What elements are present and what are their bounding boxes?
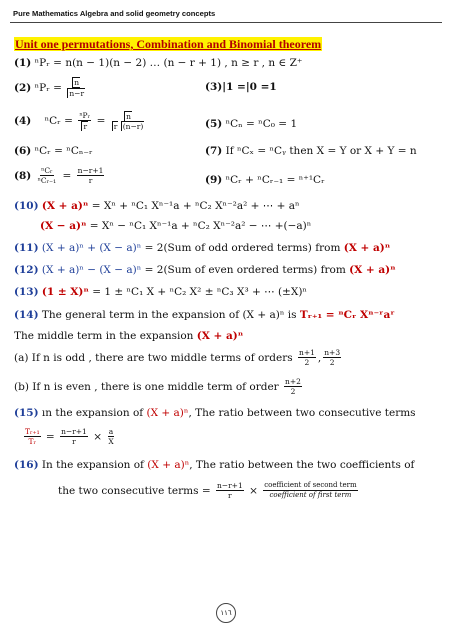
page-number: ١١٦ — [216, 603, 236, 623]
rule-5 — [205, 117, 297, 131]
rule-1 — [14, 56, 302, 70]
rule-8 — [14, 166, 106, 185]
rule-a-den-1: 2 — [304, 358, 310, 367]
rule-6-text: ⁿCᵣ = ⁿCₙ₋ᵣ — [34, 145, 93, 157]
rule-11-rhs: (X + a)ⁿ — [343, 242, 391, 254]
rule-a: (a) If n is odd , there are two middle terms of orders $\frac{n+1}{2}$ , $\frac{n+3}{2}$ — [14, 348, 341, 367]
rule-15-id: (15) — [14, 407, 39, 419]
rule-12-rhs: (X + a)ⁿ — [349, 264, 396, 276]
rule-12-mid: = 2(Sum of even ordered terms) from — [144, 264, 346, 276]
rule-a-text: If n is odd , there are two middle terms of orders — [31, 351, 293, 364]
rule-14-term: Tᵣ₊₁ = ⁿCᵣ Xⁿ⁻ʳaʳ — [299, 309, 395, 321]
rule-11-lhs: (X + a)ⁿ + (X − a)ⁿ — [41, 242, 142, 254]
rule-7-text: If ⁿCₓ = ⁿCᵧ then X = Y or X + Y = n — [225, 145, 417, 157]
rule-16-num-2: coefficient of second term — [264, 481, 357, 489]
rule-13-rhs: = 1 ± ⁿC₁ X + ⁿC₂ X² ± ⁿC₃ X³ + ⋯ (±X)ⁿ — [92, 286, 307, 298]
rule-14 — [14, 308, 395, 322]
rule-6-id: (6) — [14, 145, 32, 157]
rule-10 — [14, 199, 300, 213]
rule-15-tail: , The ratio between two consecutive terms — [188, 407, 416, 419]
rule-7-id: (7) — [205, 145, 223, 157]
rule-16-eq: = — [201, 484, 211, 497]
middle-term-line — [14, 329, 243, 343]
rule-4-eq: = — [96, 115, 106, 127]
unit-title-line — [14, 37, 322, 52]
rule-16-text: In the expansion of — [41, 459, 144, 471]
rule-16-den-2: coefficient of first term — [269, 491, 352, 499]
rule-8-id: (8) — [14, 169, 32, 182]
rule-b — [14, 377, 304, 396]
rule-13-lhs: (1 ± X)ⁿ — [41, 286, 89, 298]
middle-term-text: The middle term in the expansion — [14, 330, 194, 342]
rule-10b — [40, 219, 311, 233]
rule-15-expr: (X + a)ⁿ — [146, 407, 189, 419]
page-header-title: Pure Mathematics Algebra and solid geometry concepts — [13, 9, 216, 18]
unit-title: Unit one permutations, Combination and Binomial theorem — [15, 37, 322, 51]
rule-1-id: (1) — [14, 57, 32, 69]
rule-4 — [14, 111, 147, 131]
rule-15 — [14, 406, 416, 420]
rule-2 — [14, 77, 87, 98]
rule-b-fraction — [284, 377, 302, 396]
rule-a-den-2: 2 — [329, 358, 335, 367]
rule-15-ratio — [22, 427, 117, 446]
rule-4-den-2a: r — [113, 122, 118, 131]
rule-11-id: (11) — [14, 242, 39, 254]
rule-a-num-1: n+1 — [298, 348, 315, 357]
rule-15-times: × — [93, 430, 102, 443]
rule-5-id: (5) — [205, 118, 223, 130]
rule-16-num-1: n−r+1 — [216, 481, 243, 490]
rule-4-num-2: n — [126, 112, 131, 121]
rule-8-den-1: ⁿCᵣ₋₁ — [37, 176, 57, 185]
rule-a-fraction-1 — [298, 348, 316, 367]
rule-16-den-1: r — [228, 491, 232, 500]
rule-b-text: If n is even , there is one middle term of order — [32, 380, 279, 393]
rule-15-num-1: Tᵣ₊₁ — [25, 427, 40, 436]
rule-8-fraction-2 — [77, 166, 105, 185]
rule-11-mid: = 2(Sum of odd ordered terms) from — [144, 242, 341, 254]
rule-8-fraction-1 — [37, 166, 58, 185]
rule-12 — [14, 263, 396, 277]
rule-2-numerator: n — [74, 78, 80, 87]
rule-16-expr: (X + a)ⁿ — [147, 459, 190, 471]
middle-term-expr: (X + a)ⁿ — [196, 330, 244, 342]
header-divider — [10, 22, 442, 23]
rule-4-id: (4) — [14, 115, 32, 127]
rule-8-den-2: r — [88, 176, 93, 185]
rule-16-frac-1 — [216, 481, 244, 500]
rule-14-id: (14) — [14, 309, 39, 321]
rule-10b-rhs: = Xⁿ − ⁿC₁ Xⁿ⁻¹a + ⁿC₂ Xⁿ⁻²a² − ⋯ +(−a)ⁿ — [89, 220, 312, 232]
rule-2-id: (2) — [14, 81, 32, 94]
rule-16 — [14, 458, 414, 472]
rule-a-fraction-2 — [323, 348, 341, 367]
rule-2-denominator: n−r — [69, 89, 85, 98]
rule-4-fraction-2 — [111, 111, 146, 131]
rule-b-num: n+2 — [285, 377, 301, 386]
rule-12-id: (12) — [14, 264, 39, 276]
rule-a-num-2: n+3 — [324, 348, 341, 357]
rule-15-num-2: n−r+1 — [61, 427, 87, 436]
rule-4-fraction-1 — [78, 111, 91, 131]
rule-15-frac-2 — [60, 427, 88, 446]
rule-15-text: ın the expansion of — [41, 407, 144, 419]
rule-6 — [14, 144, 93, 158]
rule-4-num-1: ⁿPᵣ — [79, 111, 91, 120]
rule-5-text: ⁿCₙ = ⁿC₀ = 1 — [225, 118, 298, 130]
rule-16-frac-2 — [263, 481, 357, 500]
rule-10-rhs: = Xⁿ + ⁿC₁ Xⁿ⁻¹a + ⁿC₂ Xⁿ⁻²a² + ⋯ + aⁿ — [91, 200, 300, 212]
rule-11 — [14, 241, 390, 255]
rule-4-den-2b: (n−r) — [122, 122, 144, 131]
rule-8-eq: = — [62, 169, 72, 182]
rule-8-num-2: n−r+1 — [77, 166, 104, 175]
rule-b-den: 2 — [290, 387, 296, 396]
rule-12-lhs: (X + a)ⁿ − (X − a)ⁿ — [41, 264, 142, 276]
rule-13 — [14, 285, 307, 299]
rule-16-id: (16) — [14, 459, 39, 471]
rule-15-den-2: r — [72, 437, 76, 446]
rule-7 — [205, 144, 417, 158]
rule-10-lhs: (X + a)ⁿ — [41, 200, 89, 212]
rule-14-text: The general term in the expansion of (X + a)ⁿ is — [41, 309, 297, 321]
rule-3-text: |1 =|0 =1 — [222, 81, 277, 93]
rule-16-ratio — [58, 481, 360, 500]
rule-2-lhs: ⁿPᵣ = — [34, 81, 62, 94]
rule-9-text: ⁿCᵣ + ⁿCᵣ₋₁ = ⁿ⁺¹Cᵣ — [225, 174, 325, 186]
rule-2-fraction — [67, 77, 85, 98]
rule-9 — [205, 173, 325, 187]
rule-4-lhs: ⁿCᵣ = — [44, 115, 73, 127]
rule-8-num-1: ⁿCᵣ — [41, 166, 53, 175]
rule-16-times: × — [249, 484, 258, 497]
rule-4-den-1: r — [83, 122, 88, 131]
rule-15-eq: = — [45, 430, 55, 443]
rule-15-den-1: Tᵣ — [28, 437, 37, 446]
rule-15-num-3: a — [108, 427, 114, 436]
rule-15-frac-3 — [107, 427, 114, 446]
rule-16-tail: , The ratio between the two coefficients of — [189, 459, 415, 471]
rule-3-id: (3) — [205, 81, 223, 93]
rule-3 — [205, 80, 277, 94]
rule-10-id: (10) — [14, 200, 39, 212]
rule-15-frac-1 — [24, 427, 41, 446]
rule-15-den-3: X — [108, 437, 114, 446]
rule-a-id: (a) — [14, 351, 29, 364]
rule-13-id: (13) — [14, 286, 39, 298]
rule-9-id: (9) — [205, 174, 223, 186]
rule-b-id: (b) — [14, 380, 29, 393]
rule-10b-lhs: (X − a)ⁿ — [40, 220, 87, 232]
rule-1-text: ⁿPᵣ = n(n − 1)(n − 2) … (n − r + 1) , n ≥ r , n ∈ Z⁺ — [34, 57, 303, 69]
rule-16-label: the two consecutive terms — [58, 484, 199, 497]
